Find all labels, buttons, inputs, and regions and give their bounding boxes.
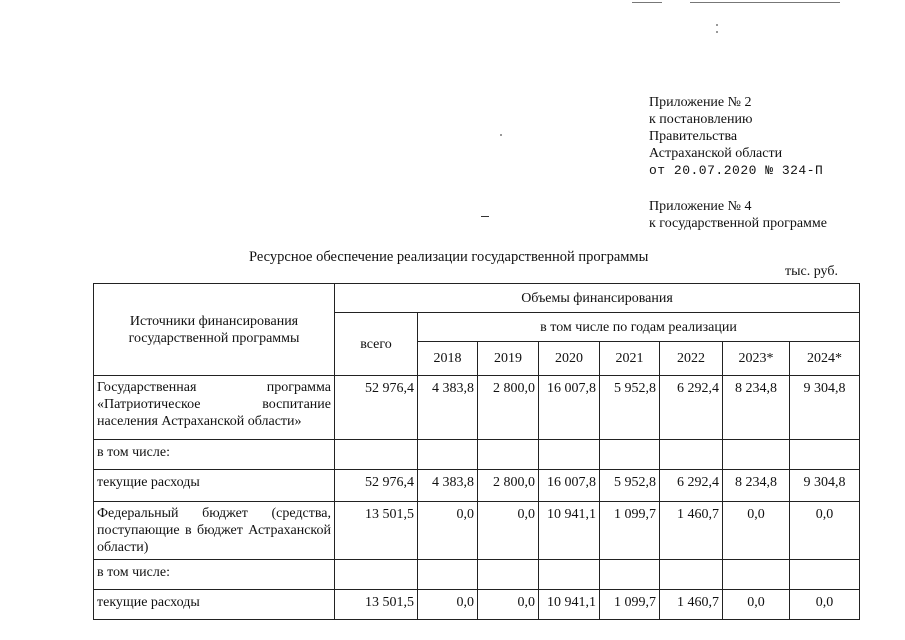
cell-value: 5 952,8 <box>600 376 660 440</box>
cell-empty <box>335 560 418 590</box>
funding-table <box>93 283 860 620</box>
header-by-years: в том числе по годам реализации <box>418 313 860 342</box>
cell-value: 4 383,8 <box>418 376 478 440</box>
table-row <box>94 470 860 502</box>
cell-value: 52 976,4 <box>335 376 418 440</box>
cell-value: 0,0 <box>790 502 860 560</box>
cell-value: 0,0 <box>418 590 478 620</box>
cell-value: 13 501,5 <box>335 590 418 620</box>
scan-mark <box>500 134 502 136</box>
cell-empty <box>418 560 478 590</box>
row-label: Федеральный бюджет (средства, поступающие в бюджет Астраханской области) <box>94 502 335 560</box>
cell-empty <box>660 440 723 470</box>
cell-value: 0,0 <box>790 590 860 620</box>
cell-value: 9 304,8 <box>790 470 860 502</box>
appendix-line: Приложение № 4 <box>649 199 752 214</box>
header-year: 2021 <box>600 342 660 376</box>
cell-value: 10 941,1 <box>539 502 600 560</box>
cell-empty <box>723 440 790 470</box>
table-row <box>94 502 860 560</box>
row-label: в том числе: <box>94 440 335 470</box>
cell-empty <box>660 560 723 590</box>
cell-value: 6 292,4 <box>660 376 723 440</box>
cell-value: 0,0 <box>478 590 539 620</box>
header-year: 2023* <box>723 342 790 376</box>
document-title: Ресурсное обеспечение реализации государственной программы <box>249 249 649 265</box>
cell-empty <box>600 440 660 470</box>
cell-value: 9 304,8 <box>790 376 860 440</box>
cell-value: 5 952,8 <box>600 470 660 502</box>
table-row <box>94 376 860 440</box>
header-total: всего <box>335 313 418 376</box>
cell-value: 1 099,7 <box>600 502 660 560</box>
header-year: 2020 <box>539 342 600 376</box>
cell-value: 0,0 <box>723 502 790 560</box>
scan-mark <box>690 2 840 3</box>
cell-value: 8 234,8 <box>723 470 790 502</box>
cell-empty <box>418 440 478 470</box>
appendix-line: Правительства <box>649 129 738 144</box>
appendix-line: к государственной программе <box>649 216 827 231</box>
table-row <box>94 590 860 620</box>
cell-empty <box>600 560 660 590</box>
header-year: 2022 <box>660 342 723 376</box>
cell-empty <box>723 560 790 590</box>
row-label: текущие расходы <box>94 470 335 502</box>
cell-empty <box>790 440 860 470</box>
cell-empty <box>539 440 600 470</box>
row-label: текущие расходы <box>94 590 335 620</box>
cell-value: 8 234,8 <box>723 376 790 440</box>
row-label: Государственная программа «Патриотическое воспитание населения Астраханской области» <box>94 376 335 440</box>
cell-value: 0,0 <box>723 590 790 620</box>
cell-empty <box>478 560 539 590</box>
cell-value: 1 099,7 <box>600 590 660 620</box>
cell-value: 4 383,8 <box>418 470 478 502</box>
cell-value: 0,0 <box>478 502 539 560</box>
cell-value: 1 460,7 <box>660 590 723 620</box>
row-label: в том числе: <box>94 560 335 590</box>
unit-label: тыс. руб. <box>785 264 838 279</box>
header-source: Источники финансирования государственной программы <box>94 284 335 376</box>
cell-value: 0,0 <box>418 502 478 560</box>
table-row <box>94 560 860 590</box>
table-row <box>94 440 860 470</box>
cell-value: 10 941,1 <box>539 590 600 620</box>
header-year: 2018 <box>418 342 478 376</box>
cell-empty <box>790 560 860 590</box>
appendix-header-program <box>649 198 827 232</box>
appendix-line: к постановлению <box>649 112 753 127</box>
cell-empty <box>335 440 418 470</box>
cell-value: 16 007,8 <box>539 470 600 502</box>
scan-mark <box>716 24 718 26</box>
scan-mark <box>716 31 718 33</box>
cell-value: 1 460,7 <box>660 502 723 560</box>
scan-mark <box>632 2 662 3</box>
cell-value: 16 007,8 <box>539 376 600 440</box>
appendix-header-resolution <box>649 94 823 179</box>
header-volumes: Объемы финансирования <box>335 284 860 313</box>
cell-value: 13 501,5 <box>335 502 418 560</box>
header-year: 2024* <box>790 342 860 376</box>
cell-value: 6 292,4 <box>660 470 723 502</box>
appendix-line: Приложение № 2 <box>649 95 752 110</box>
appendix-date-number: от 20.07.2020 № 324-П <box>649 163 824 178</box>
cell-empty <box>539 560 600 590</box>
cell-value: 2 800,0 <box>478 376 539 440</box>
appendix-line: Астраханской области <box>649 146 783 161</box>
header-year: 2019 <box>478 342 539 376</box>
cell-value: 52 976,4 <box>335 470 418 502</box>
cell-value: 2 800,0 <box>478 470 539 502</box>
scan-mark <box>481 216 489 217</box>
cell-empty <box>478 440 539 470</box>
